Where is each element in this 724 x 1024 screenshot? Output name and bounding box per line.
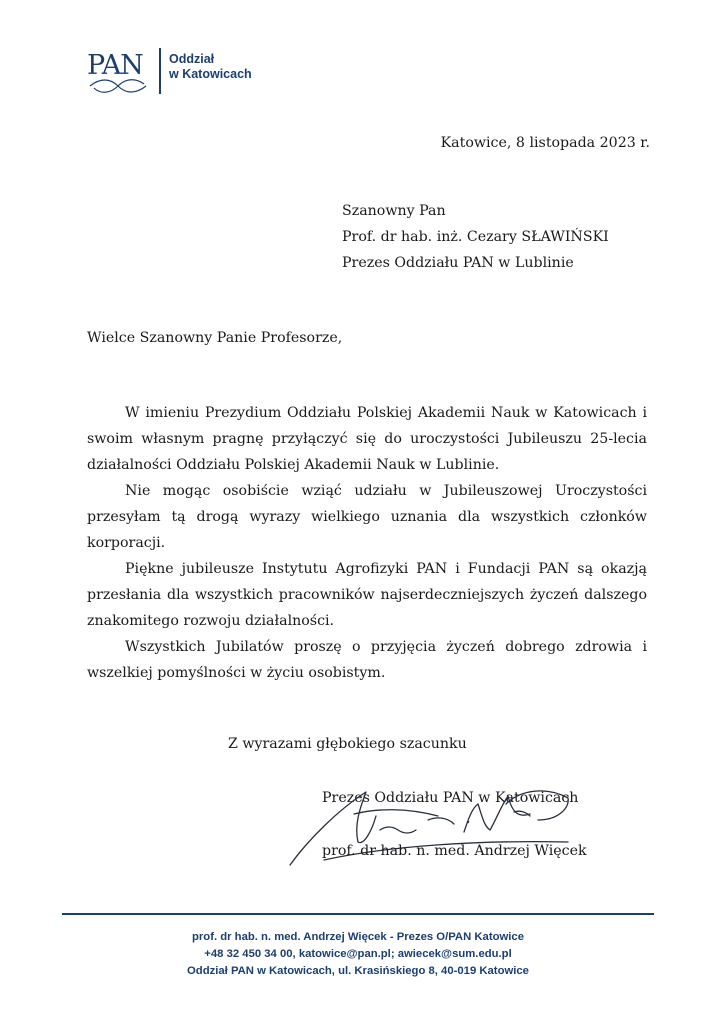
recipient-name: Prof. dr hab. inż. Cezary SŁAWIŃSKI xyxy=(342,229,609,245)
svg-text:PAN: PAN xyxy=(87,50,143,81)
body-paragraph: W imieniu Prezydium Oddziału Polskiej Akademii Nauk w Katowicach i swoim własnym pragnę przyłączyć się do uroczystości Jubileuszu 25-lecia działalności Oddziału Polskiej Akademii Nauk w Lublinie. xyxy=(87,405,647,473)
logo-divider xyxy=(159,48,161,94)
org-name-line1: Oddział xyxy=(169,52,215,66)
closing-phrase: Z wyrazami głębokiego szacunku xyxy=(228,736,467,752)
letterhead-footer xyxy=(62,929,654,980)
recipient-title: Prezes Oddziału PAN w Lublinie xyxy=(342,255,574,271)
pan-logo-mark-icon xyxy=(86,44,152,100)
body-paragraph: Wszystkich Jubilatów proszę o przyjęcia życzeń dobrego zdrowia i wszelkiej pomyślności w życiu osobistym. xyxy=(87,639,647,681)
body-paragraph: Nie mogąc osobiście wziąć udziału w Jubileuszowej Uroczystości przesyłam tą drogą wyrazy wielkiego uznania dla wszystkich członków korporacji. xyxy=(87,483,647,551)
recipient-greeting: Szanowny Pan xyxy=(342,203,446,219)
footer-contact: +48 32 450 34 00, katowice@pan.pl; awiecek@sum.edu.pl xyxy=(204,948,512,960)
footer-address: Oddział PAN w Katowicach, ul. Krasińskiego 8, 40-019 Katowice xyxy=(187,965,529,977)
footer-divider xyxy=(62,913,654,915)
footer-signer: prof. dr hab. n. med. Andrzej Więcek - Prezes O/PAN Katowice xyxy=(192,931,524,943)
pan-logo xyxy=(86,44,286,100)
recipient-block xyxy=(342,198,662,276)
signer-name: prof. dr hab. n. med. Andrzej Więcek xyxy=(322,843,587,859)
org-name xyxy=(169,52,289,82)
letter-body xyxy=(87,400,647,686)
signer-role: Prezes Oddziału PAN w Katowicach xyxy=(322,790,579,806)
salutation: Wielce Szanowny Panie Profesorze, xyxy=(87,330,343,346)
org-name-line2: w Katowicach xyxy=(169,67,252,81)
body-paragraph: Piękne jubileusze Instytutu Agrofizyki PAN i Fundacji PAN są okazją przesłania dla wszystkich pracowników najserdeczniejszych życzeń dalszego znakomitego rozwoju działalności. xyxy=(87,561,647,629)
letter-date: Katowice, 8 listopada 2023 r. xyxy=(440,135,650,151)
